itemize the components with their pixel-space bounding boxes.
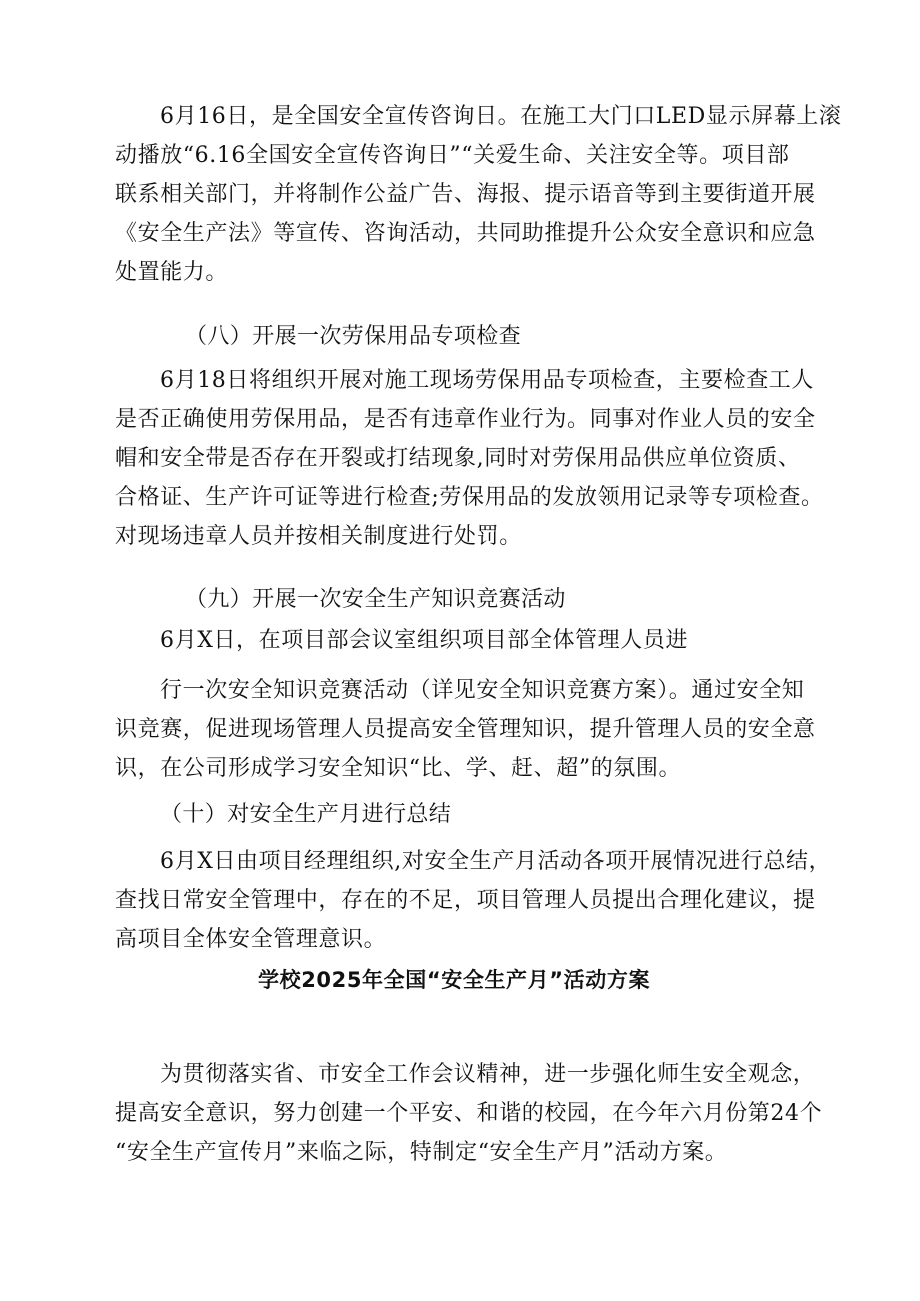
paragraph-line: 6月X日由项目经理组织,对安全生产月活动各项开展情况进行总结， (160, 849, 832, 874)
paragraph-line: 提高安全意识，努力创建一个平安、和谐的校园，在今年六月份第24个 (115, 1101, 823, 1126)
paragraph-line: 《安全生产法》等宣传、咨询活动，共同助推提升公众安全意识和应急 (115, 221, 816, 246)
section-heading: （八）开展一次劳保用品专项检查 (185, 324, 522, 349)
paragraph-line: 识竞赛，促进现场管理人员提高安全管理知识，提升管理人员的安全意 (115, 717, 816, 742)
section-heading: （九）开展一次安全生产知识竞赛活动 (185, 587, 566, 612)
document-title: 学校2025年全国“安全生产月”活动方案 (258, 968, 651, 992)
paragraph-line: 是否正确使用劳保用品，是否有违章作业行为。同事对作业人员的安全 (115, 407, 816, 432)
paragraph-line: 处置能力。 (115, 260, 229, 285)
paragraph-line: 行一次安全知识竞赛活动（详见安全知识竞赛方案）。通过安全知 (160, 678, 805, 703)
paragraph-line: 帽和安全带是否存在开裂或打结现象,同时对劳保用品供应单位资质、 (115, 446, 801, 471)
paragraph-line: 为贯彻落实省、市安全工作会议精神，进一步强化师生安全观念， (160, 1062, 816, 1087)
paragraph-line: 6月16日，是全国安全宣传咨询日。在施工大门口LED显示屏幕上滚 (160, 104, 842, 129)
paragraph-line: 动播放“6.16全国安全宣传咨询日”“关爱生命、关注安全等。项目部 (115, 143, 790, 168)
paragraph-line: 合格证、生产许可证等进行检查;劳保用品的发放领用记录等专项检查。 (115, 485, 824, 510)
paragraph-line: “安全生产宣传月”来临之际，特制定“安全生产月”活动方案。 (115, 1140, 728, 1165)
paragraph-line: 高项目全体安全管理意识。 (115, 927, 387, 952)
paragraph-line: 查找日常安全管理中，存在的不足，项目管理人员提出合理化建议，提 (115, 888, 816, 913)
paragraph-line: 6月18日将组织开展对施工现场劳保用品专项检查，主要检查工人 (160, 368, 814, 393)
paragraph-line: 6月X日，在项目部会议室组织项目部全体管理人员进 (160, 628, 689, 653)
paragraph-line: 识，在公司形成学习安全知识“比、学、赶、超”的氛围。 (115, 756, 682, 781)
paragraph-line: 对现场违章人员并按相关制度进行处罚。 (115, 524, 522, 549)
section-heading: （十）对安全生产月进行总结 (160, 802, 452, 827)
paragraph-line: 联系相关部门，并将制作公益广告、海报、提示语音等到主要街道开展 (115, 182, 816, 207)
